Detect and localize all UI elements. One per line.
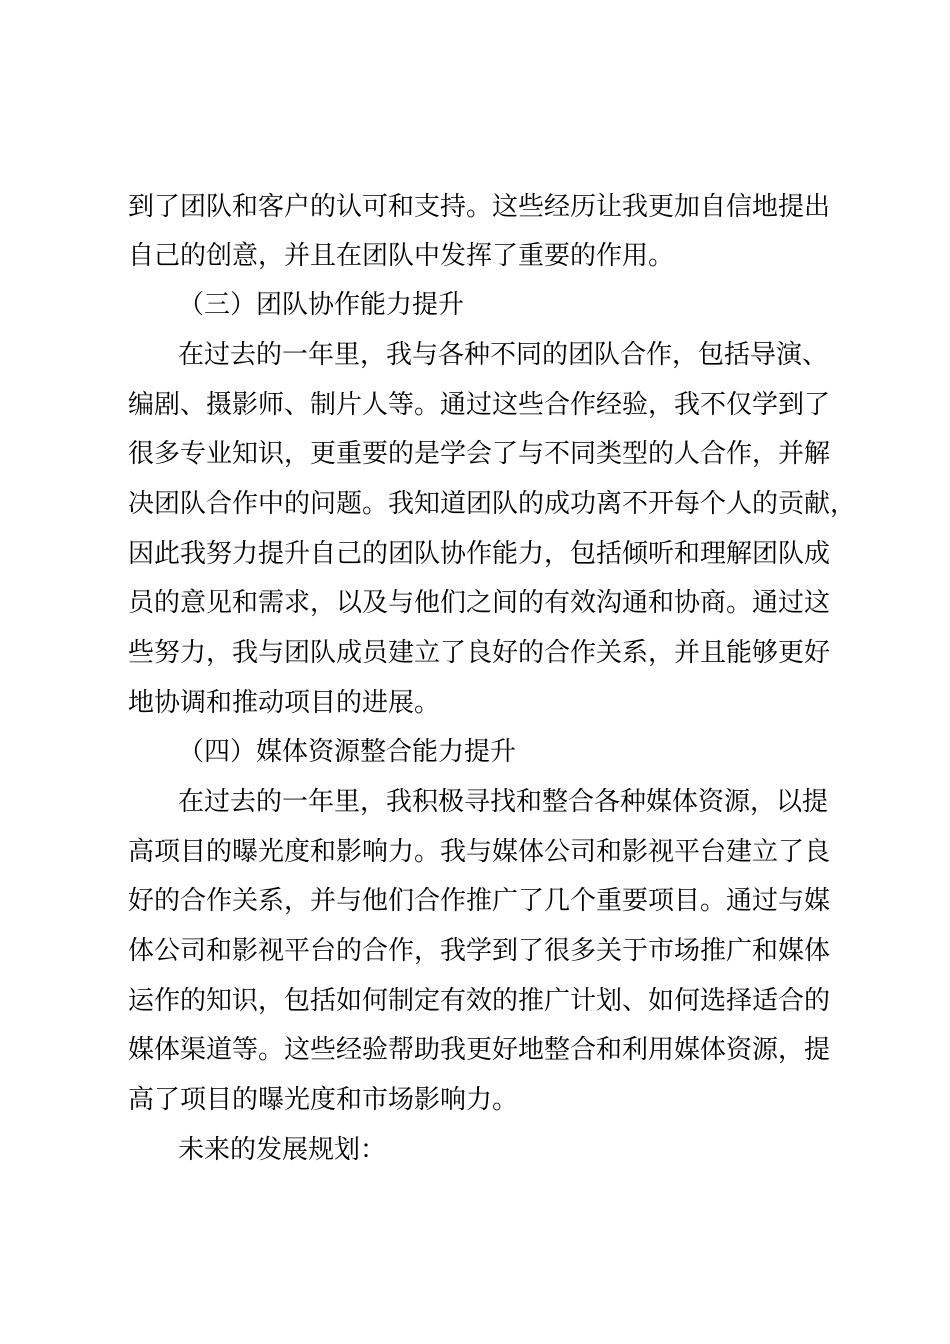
body-text-line: 在过去的一年里，我积极寻找和整合各种媒体资源，以提: [178, 787, 829, 817]
section-heading: （三）团队协作能力提升: [178, 290, 465, 320]
body-text-line: 好的合作关系，并与他们合作推广了几个重要项目。通过与媒: [128, 886, 831, 916]
body-text-line: 运作的知识，包括如何制定有效的推广计划、如何选择适合的: [128, 986, 831, 1016]
section-heading: （四）媒体资源整合能力提升: [178, 737, 517, 767]
body-text-line: 员的意见和需求，以及与他们之间的有效沟通和协商。通过这: [128, 588, 831, 618]
body-text-line: 媒体渠道等。这些经验帮助我更好地整合和利用媒体资源，提: [128, 1035, 831, 1065]
body-text-line: 体公司和影视平台的合作，我学到了很多关于市场推广和媒体: [128, 936, 831, 966]
body-text-line: 编剧、摄影师、制片人等。通过这些合作经验，我不仅学到了: [128, 390, 831, 420]
body-text-line: 自己的创意，并且在团队中发挥了重要的作用。: [128, 241, 675, 271]
body-text-line: 些努力，我与团队成员建立了良好的合作关系，并且能够更好: [128, 638, 831, 668]
body-text-line: 决团队合作中的问题。我知道团队的成功离不开每个人的贡献，: [128, 489, 857, 519]
body-text-line: 在过去的一年里，我与各种不同的团队合作，包括导演、: [178, 340, 829, 370]
body-text-line: 因此我努力提升自己的团队协作能力，包括倾听和理解团队成: [128, 539, 831, 569]
body-text-line: 很多专业知识，更重要的是学会了与不同类型的人合作，并解: [128, 439, 831, 469]
body-text-line: 高项目的曝光度和影响力。我与媒体公司和影视平台建立了良: [128, 837, 831, 867]
body-text-line: 高了项目的曝光度和市场影响力。: [128, 1085, 519, 1115]
body-text-line: 地协调和推动项目的进展。: [128, 688, 441, 718]
section-heading: 未来的发展规划：: [178, 1135, 387, 1165]
body-text-line: 到了团队和客户的认可和支持。这些经历让我更加自信地提出: [128, 192, 831, 222]
